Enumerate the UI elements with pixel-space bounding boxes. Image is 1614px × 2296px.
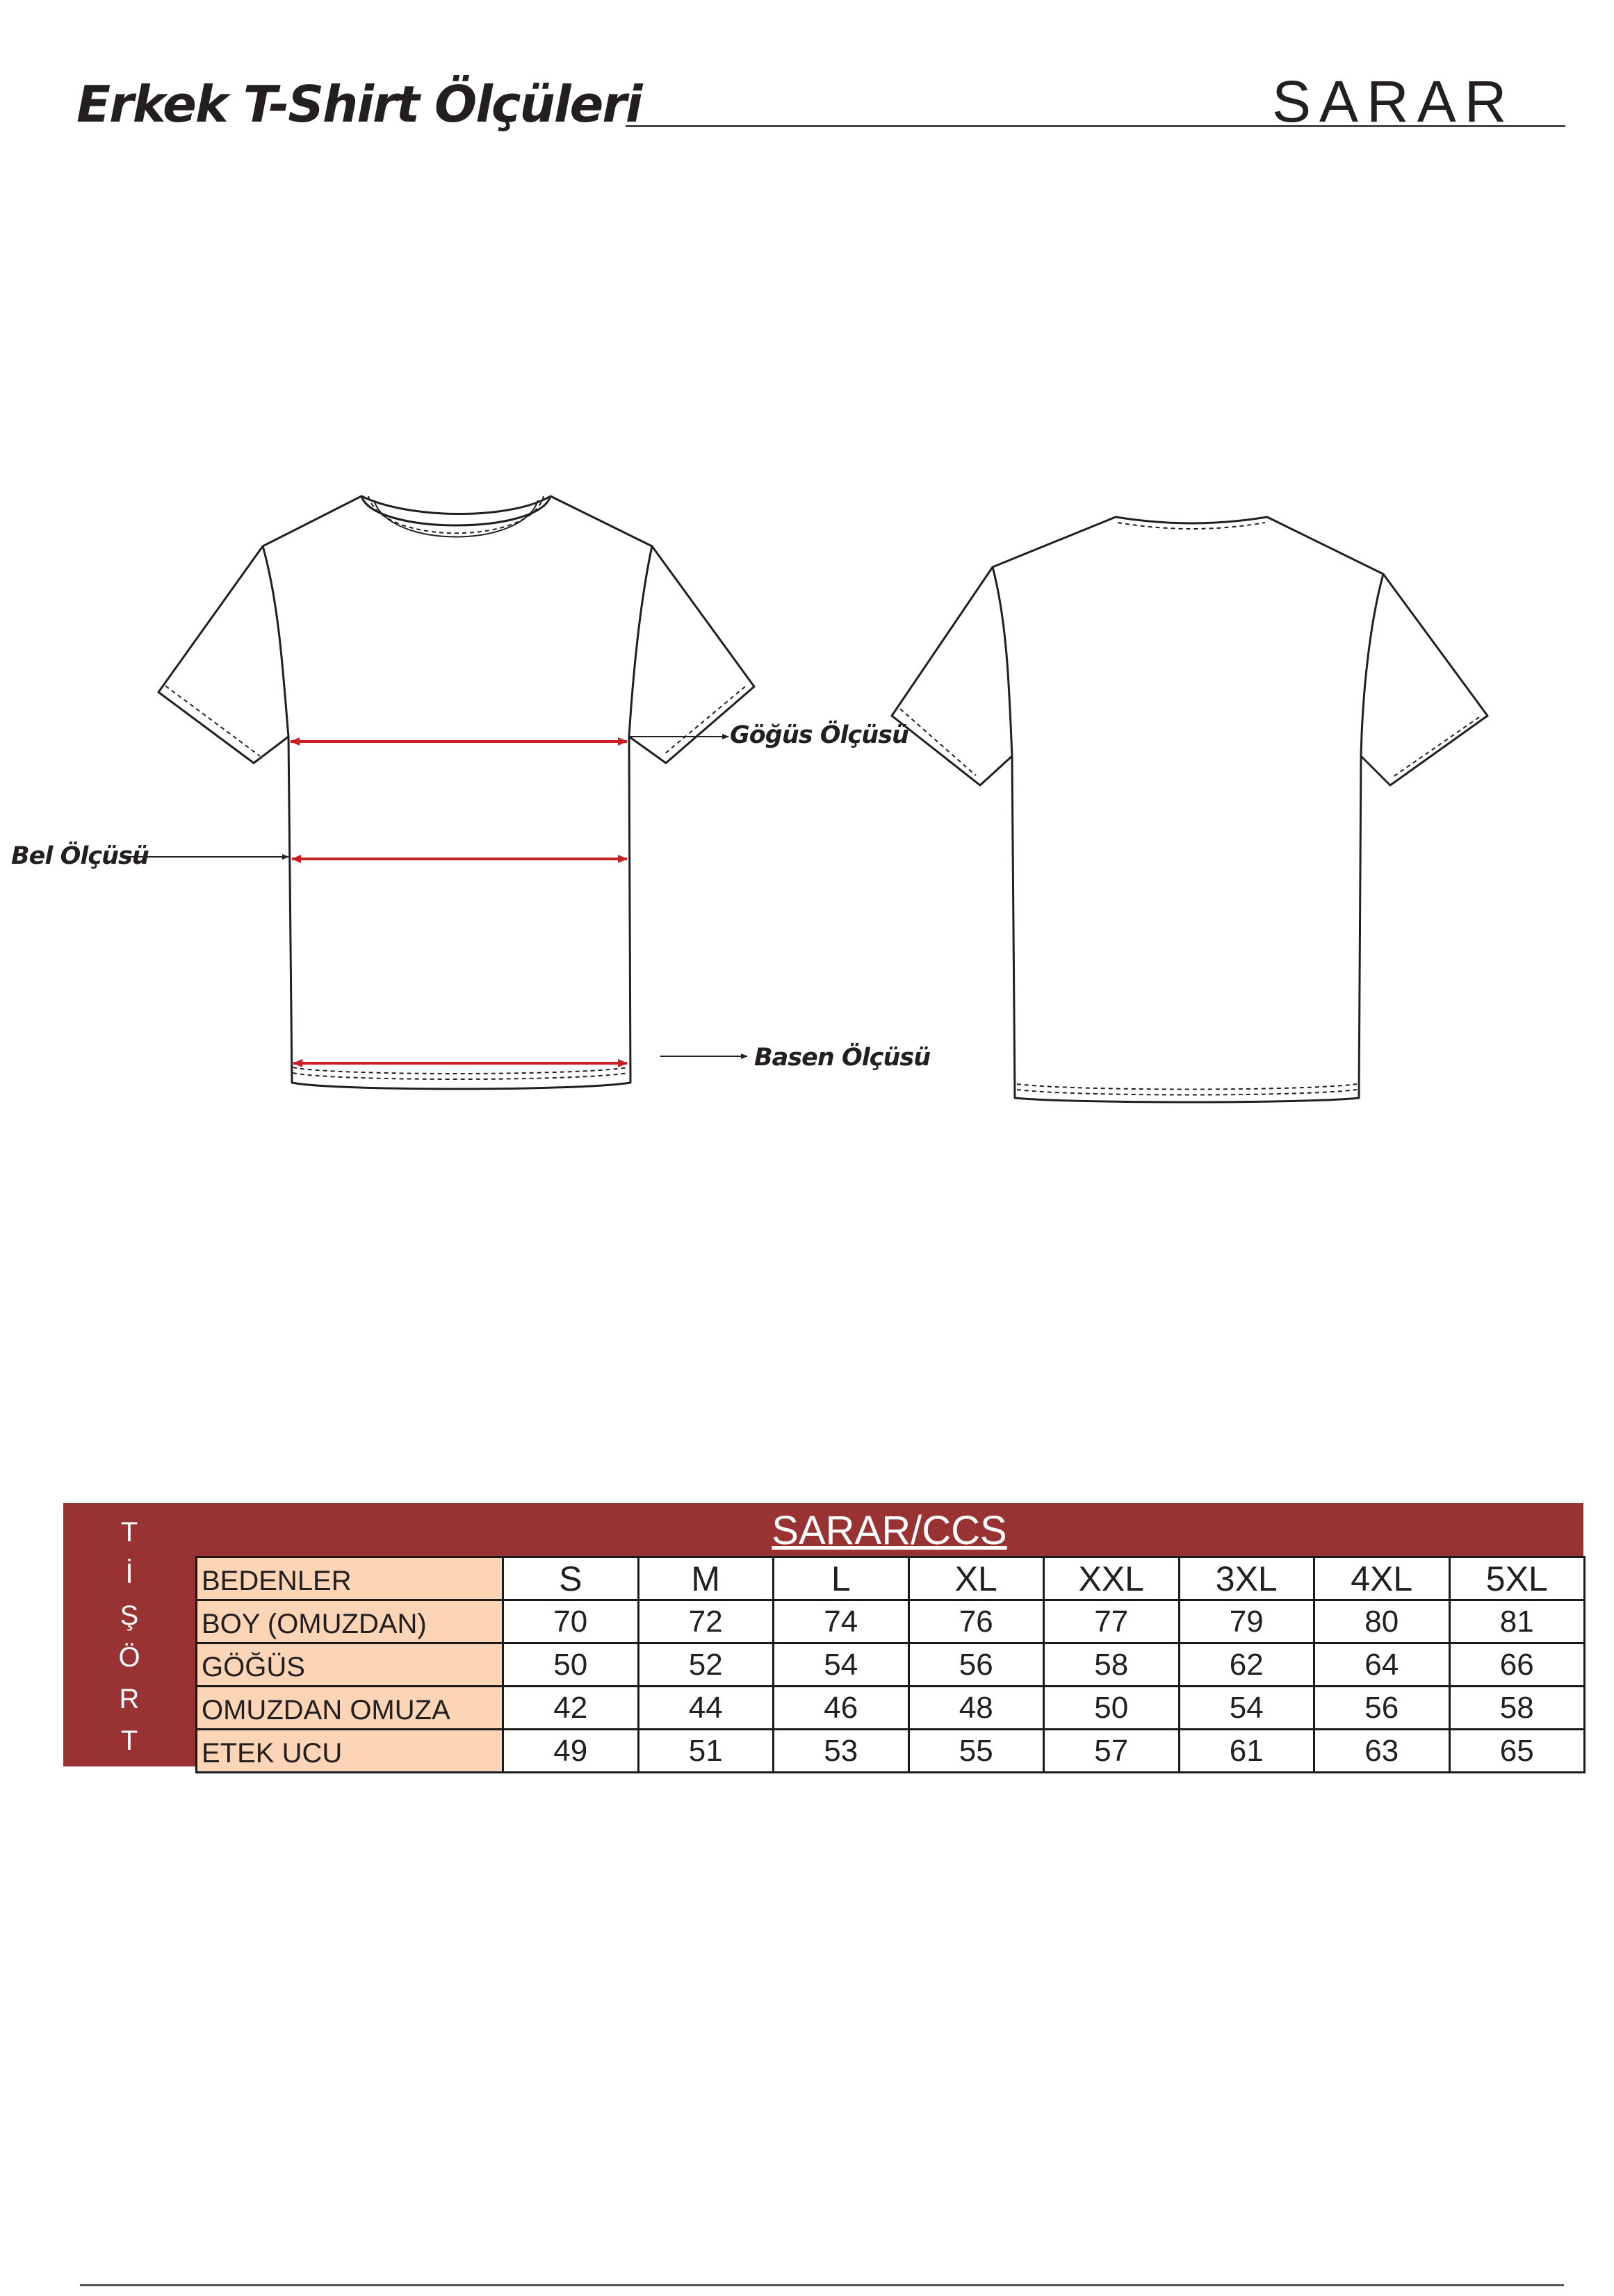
size-header: 4XL: [1314, 1557, 1450, 1600]
table-cell: 79: [1179, 1600, 1314, 1643]
waist-label: Bel Ölçüsü: [11, 842, 149, 870]
row-label: BOY (OMUZDAN): [197, 1600, 503, 1643]
table-cell: 58: [1044, 1643, 1180, 1687]
table-cell: 62: [1179, 1643, 1314, 1687]
table-cell: 48: [908, 1687, 1044, 1730]
table-cell: 57: [1044, 1730, 1180, 1773]
tshirt-back: [892, 517, 1487, 1102]
table-cell: 42: [503, 1687, 639, 1730]
row-label: ETEK UCU: [197, 1730, 503, 1773]
table-row: [197, 1730, 1585, 1773]
row-label: GÖĞÜS: [197, 1643, 503, 1687]
side-vertical-label: [63, 1511, 195, 1762]
chart-title: SARAR/CCS: [772, 1508, 1007, 1553]
table-cell: 54: [1179, 1687, 1314, 1730]
table-cell: 56: [1314, 1687, 1450, 1730]
table-cell: 53: [774, 1730, 909, 1773]
row-label: OMUZDAN OMUZA: [197, 1687, 503, 1730]
table-cell: 80: [1314, 1600, 1450, 1643]
table-cell: 58: [1449, 1687, 1585, 1730]
table-cell: 81: [1449, 1600, 1585, 1643]
table-cell: 72: [638, 1600, 774, 1643]
side-letter: Ş: [120, 1600, 139, 1631]
measure-lines: [291, 741, 627, 1063]
side-letter: R: [119, 1684, 140, 1714]
size-chart: [63, 1503, 1583, 1769]
side-letter: Ö: [118, 1642, 140, 1673]
table-cell: 44: [638, 1687, 774, 1730]
table-cell: 50: [503, 1643, 639, 1687]
table-cell: 46: [774, 1687, 909, 1730]
side-letter: T: [120, 1725, 138, 1756]
chest-label: Göğüs Ölçüsü: [730, 721, 908, 749]
table-cell: 76: [908, 1600, 1044, 1643]
size-header: 3XL: [1179, 1557, 1314, 1600]
size-header: XL: [908, 1557, 1044, 1600]
table-cell: 63: [1314, 1730, 1450, 1773]
table-cell: 54: [774, 1643, 909, 1687]
table-cell: 50: [1044, 1687, 1180, 1730]
table-cell: 74: [774, 1600, 909, 1643]
table-header-row: [197, 1557, 1585, 1600]
size-table: [195, 1556, 1586, 1773]
header-label: BEDENLER: [197, 1557, 503, 1600]
size-header: XXL: [1044, 1557, 1180, 1600]
table-cell: 61: [1179, 1730, 1314, 1773]
table-cell: 52: [638, 1643, 774, 1687]
size-header: S: [503, 1557, 639, 1600]
side-letter: İ: [125, 1559, 133, 1589]
size-header: L: [774, 1557, 909, 1600]
table-cell: 70: [503, 1600, 639, 1643]
table-row: [197, 1687, 1585, 1730]
tshirt-front: [158, 496, 754, 1089]
table-row: [197, 1643, 1585, 1687]
size-header: 5XL: [1449, 1557, 1585, 1600]
side-letter: T: [120, 1517, 138, 1548]
footer-rule: [80, 2284, 1564, 2286]
page-title: Erkek T-Shirt Ölçüleri: [76, 75, 642, 133]
size-header: M: [638, 1557, 774, 1600]
table-cell: 51: [638, 1730, 774, 1773]
hem-label: Basen Ölçüsü: [754, 1044, 931, 1072]
brand-logo: SARAR: [1272, 69, 1515, 134]
table-cell: 77: [1044, 1600, 1180, 1643]
table-cell: 49: [503, 1730, 639, 1773]
table-row: [197, 1600, 1585, 1643]
table-cell: 64: [1314, 1643, 1450, 1687]
table-cell: 66: [1449, 1643, 1585, 1687]
table-cell: 55: [908, 1730, 1044, 1773]
table-cell: 56: [908, 1643, 1044, 1687]
table-cell: 65: [1449, 1730, 1585, 1773]
